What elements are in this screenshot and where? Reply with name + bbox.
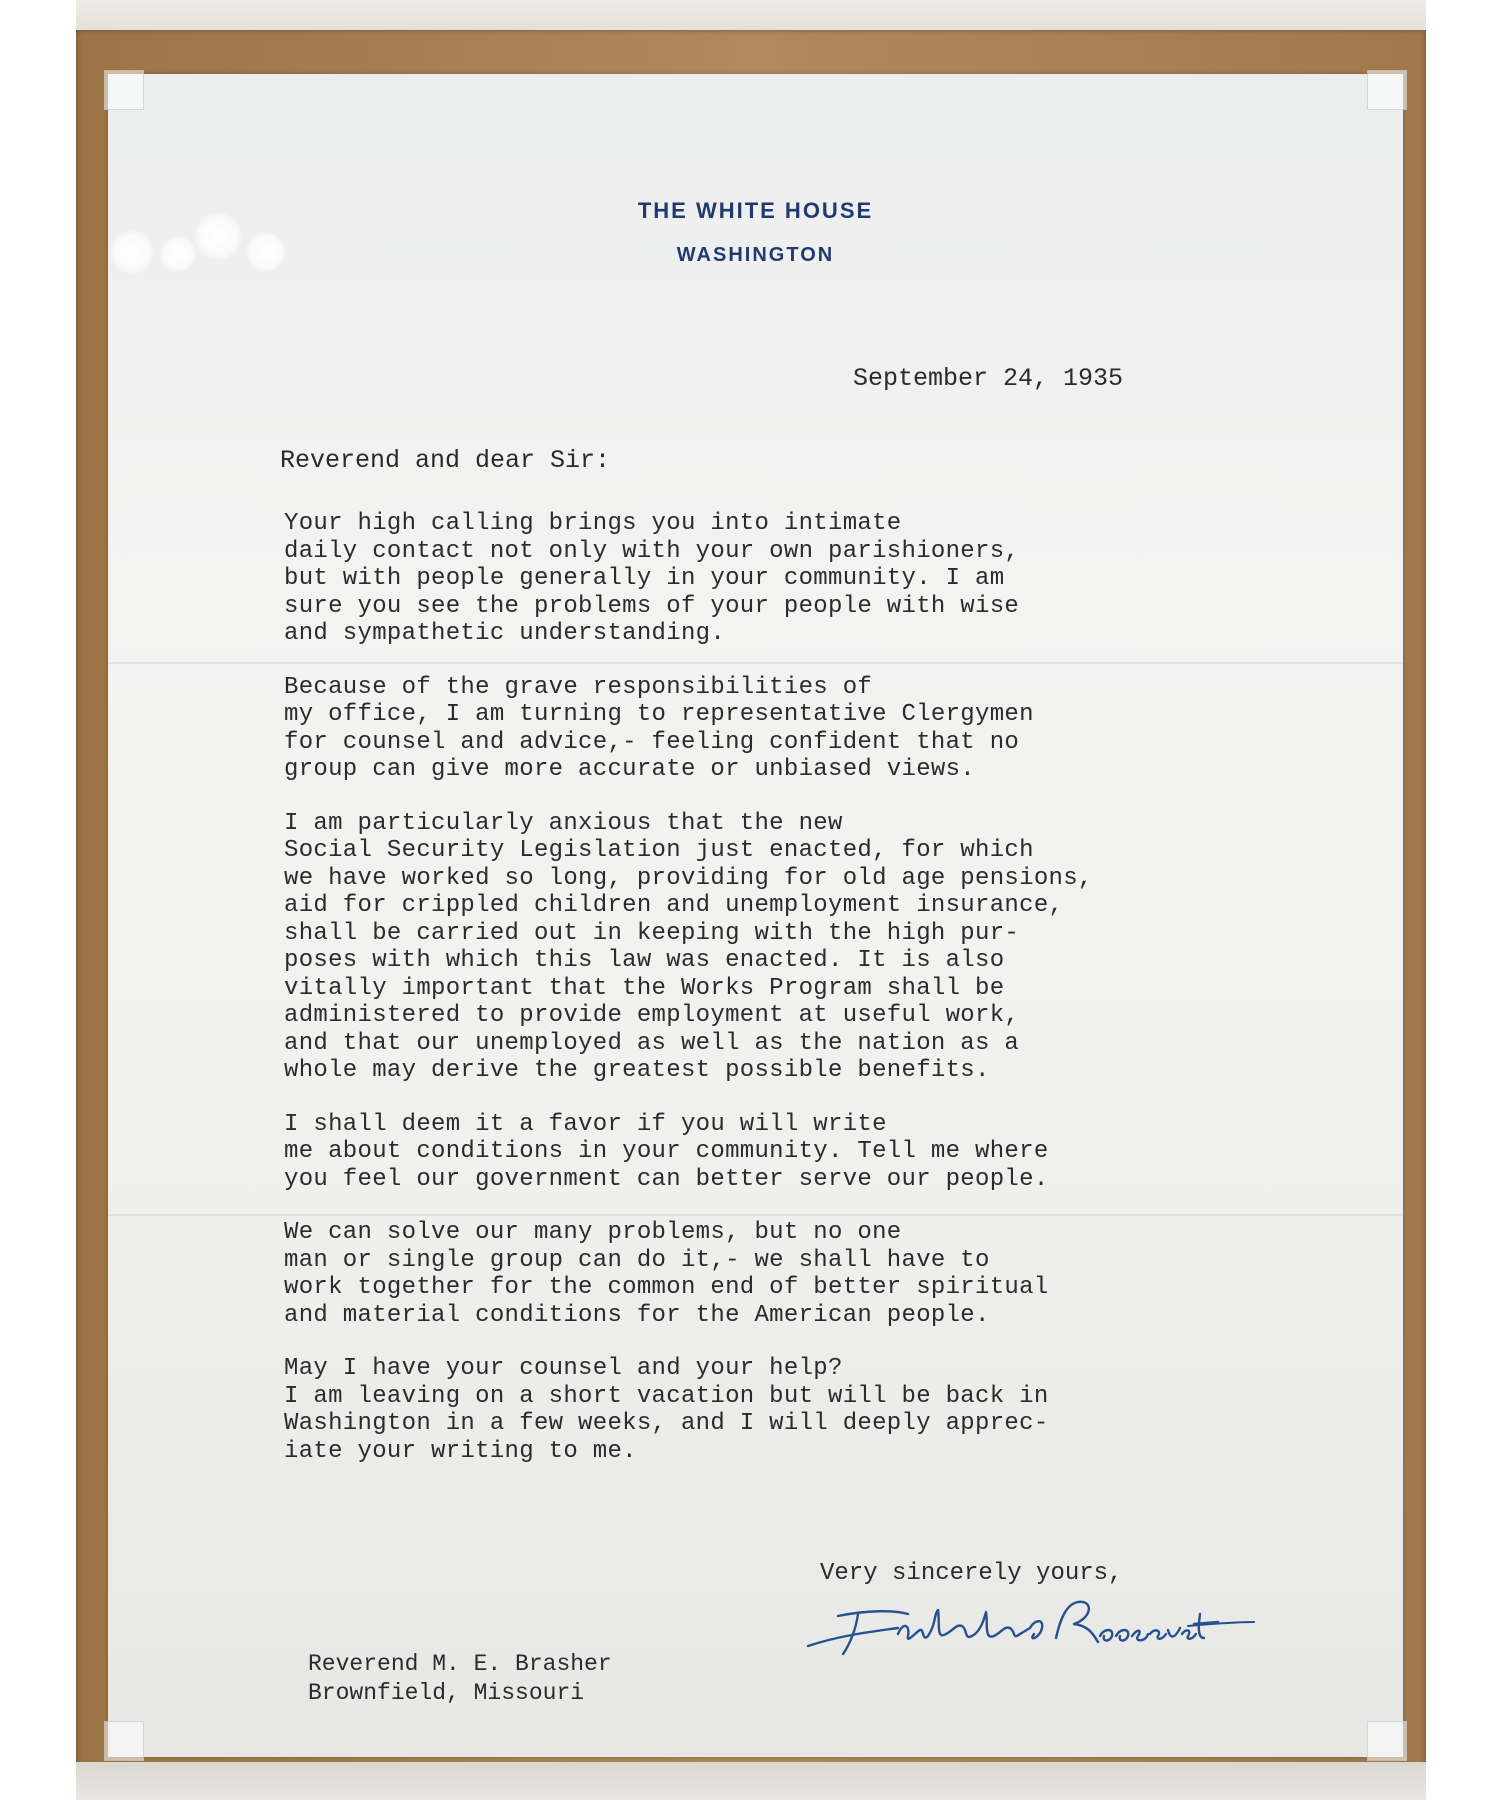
signature-image: [798, 1584, 1258, 1664]
photo-corner: [104, 70, 144, 110]
frame-top-edge: [76, 0, 1426, 32]
paragraph: I am particularly anxious that the new Social Security Legislation just enacted, for which we have worked so long, providing for old age pensions, aid for crippled children and unemployment insurance, shall be carried out in keeping with the high pur- poses with which this law was enacted. It is also vitally important that the Works Program shall be administered to provide employment at useful work, and that our unemployed as well as the nation as a whole may derive the greatest possible benefits.: [284, 809, 1093, 1084]
addressee-name: Reverend M. E. Brasher: [308, 1651, 612, 1677]
paragraph: I shall deem it a favor if you will write me about conditions in your community. Tell me where you feel our government can better serve our people.: [284, 1110, 1049, 1193]
paragraph: Your high calling brings you into intimate daily contact not only with your own parishioners, but with people generally in your community. I am sure you see the problems of your people with wise and sympathetic understanding.: [284, 510, 1020, 647]
photo-corner: [1367, 70, 1407, 110]
frame-bottom-edge: [76, 1762, 1426, 1800]
inside-address: [308, 1650, 612, 1708]
paragraph: May I have your counsel and your help? I am leaving on a short vacation but will be back in Washington in a few weeks, and I will deeply apprec- iate your writing to me.: [284, 1355, 1049, 1465]
letter-body: [284, 510, 1284, 1491]
photo-corner: [1367, 1721, 1407, 1761]
photo-corner: [104, 1721, 144, 1761]
complimentary-close: Very sincerely yours,: [820, 1560, 1123, 1587]
letterhead-city: WASHINGTON: [676, 244, 835, 266]
letter-date: September 24, 1935: [853, 364, 1124, 393]
paragraph: Because of the grave responsibilities of my office, I am turning to representative Clergymen for counsel and advice,- feeling confident that no group can give more accurate or unbiased views.: [284, 673, 1034, 783]
letter-sheet: [108, 74, 1403, 1757]
addressee-location: Brownfield, Missouri: [308, 1680, 585, 1706]
paragraph: We can solve our many problems, but no one man or single group can do it,- we shall have to work together for the common end of better spiritual and material conditions for the American people.: [284, 1219, 1049, 1329]
letterhead-title: THE WHITE HOUSE: [637, 198, 874, 223]
salutation: Reverend and dear Sir:: [280, 446, 611, 475]
